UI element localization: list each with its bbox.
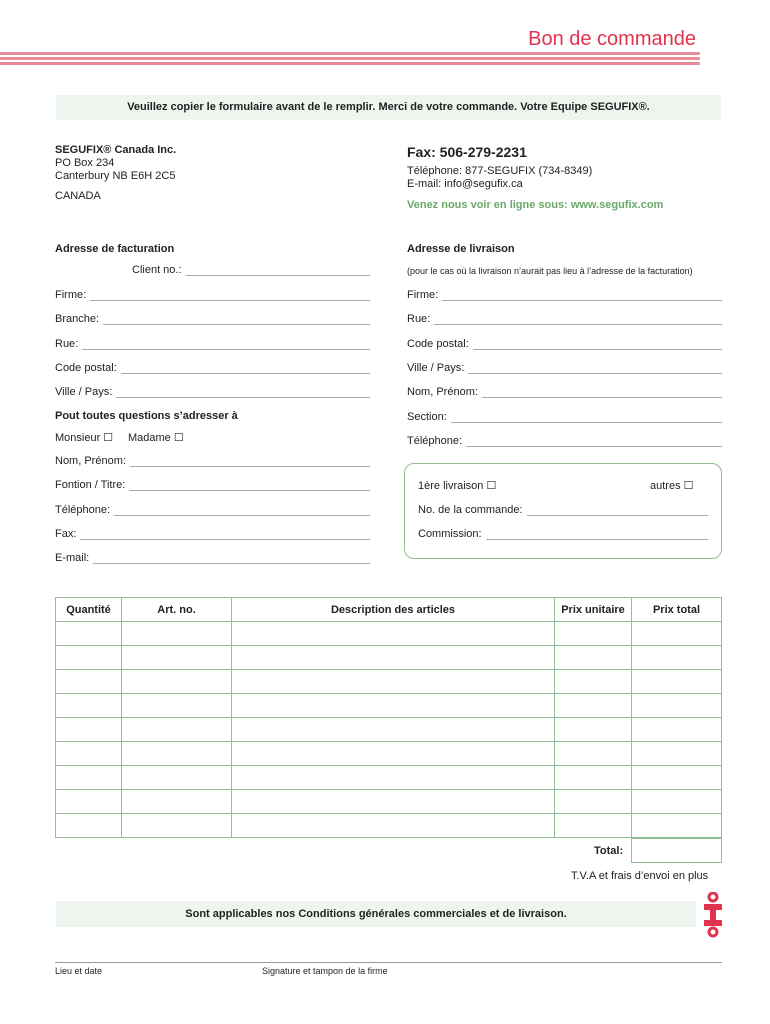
table-cell[interactable]: [122, 814, 232, 838]
table-cell[interactable]: [232, 670, 555, 694]
delivery-label: Rue:: [407, 313, 431, 326]
billing-heading: Adresse de facturation: [55, 243, 175, 255]
table-cell[interactable]: [632, 718, 722, 742]
table-cell[interactable]: [122, 766, 232, 790]
contact-person-field[interactable]: [55, 479, 370, 491]
table-row: [56, 742, 722, 766]
table-cell[interactable]: [555, 622, 632, 646]
client-no-label: Client no.:: [132, 264, 182, 276]
delivery-field[interactable]: [407, 386, 722, 398]
table-cell[interactable]: [122, 670, 232, 694]
total-label: Total:: [594, 845, 624, 857]
delivery-field[interactable]: [407, 411, 722, 423]
first-delivery-checkbox[interactable]: 1ère livraison ☐: [418, 480, 497, 492]
table-row: [56, 814, 722, 838]
contact-person-label: Téléphone:: [55, 503, 111, 516]
delivery-field[interactable]: [407, 289, 722, 301]
table-cell[interactable]: [555, 790, 632, 814]
delivery-label: Section:: [407, 410, 447, 423]
delivery-field[interactable]: [407, 338, 722, 350]
commission-label: Commission:: [418, 528, 482, 540]
table-cell[interactable]: [555, 646, 632, 670]
conditions-banner: Sont applicables nos Conditions générales commerciales et de livraison.: [56, 901, 696, 927]
page-title: Bon de commande: [528, 28, 696, 50]
contact-person-label: Fontion / Titre:: [55, 479, 126, 492]
table-cell[interactable]: [555, 766, 632, 790]
table-cell[interactable]: [122, 718, 232, 742]
company-line3: CANADA: [55, 190, 101, 202]
table-cell[interactable]: [632, 766, 722, 790]
table-row: [56, 766, 722, 790]
header-stripes: [0, 52, 700, 70]
table-cell[interactable]: [122, 790, 232, 814]
table-cell[interactable]: [632, 694, 722, 718]
header-description: Description des articles: [232, 598, 555, 622]
vat-note: T.V.A et frais d’envoi en plus: [571, 870, 709, 882]
delivery-label: Firme:: [407, 289, 439, 301]
delivery-note: (pour le cas où la livraison n’aurait pas lieu à l’adresse de la facturation): [407, 266, 693, 276]
table-cell[interactable]: [632, 622, 722, 646]
table-cell[interactable]: [555, 718, 632, 742]
table-cell[interactable]: [122, 622, 232, 646]
delivery-label: Code postal:: [407, 337, 469, 350]
signature-line: [55, 962, 722, 963]
header-total-price: Prix total: [632, 598, 722, 622]
table-cell[interactable]: [232, 646, 555, 670]
company-name: SEGUFIX® Canada Inc.: [55, 144, 177, 156]
order-no-label: No. de la commande:: [418, 504, 523, 516]
table-cell[interactable]: [232, 790, 555, 814]
billing-field[interactable]: [55, 289, 370, 301]
contact-person-label: Fax:: [55, 527, 77, 540]
contact-person-label: E-mail:: [55, 552, 90, 565]
table-cell[interactable]: [56, 766, 122, 790]
table-cell[interactable]: [555, 694, 632, 718]
table-cell[interactable]: [632, 814, 722, 838]
table-row: [56, 790, 722, 814]
signature-label: Signature et tampon de la firme: [262, 966, 388, 976]
table-cell[interactable]: [232, 814, 555, 838]
table-cell[interactable]: [56, 814, 122, 838]
table-row: [56, 622, 722, 646]
table-cell[interactable]: [232, 622, 555, 646]
delivery-field[interactable]: [407, 435, 722, 447]
table-cell[interactable]: [122, 742, 232, 766]
fax-number: Fax: 506-279-2231: [407, 144, 527, 160]
billing-label: Rue:: [55, 337, 79, 350]
table-cell[interactable]: [632, 646, 722, 670]
client-no-field[interactable]: [132, 264, 370, 276]
billing-label: Firme:: [55, 289, 87, 301]
contact-person-field[interactable]: [55, 455, 370, 467]
table-cell[interactable]: [56, 742, 122, 766]
delivery-field[interactable]: [407, 362, 722, 374]
commission-field[interactable]: [418, 528, 708, 540]
delivery-label: Téléphone:: [407, 434, 463, 447]
company-line2: Canterbury NB E6H 2C5: [55, 170, 176, 182]
other-delivery-checkbox[interactable]: autres ☐: [650, 480, 694, 492]
table-cell[interactable]: [555, 742, 632, 766]
email-address: E-mail: info@segufix.ca: [407, 178, 523, 190]
table-cell[interactable]: [56, 718, 122, 742]
delivery-label: Ville / Pays:: [407, 361, 465, 374]
monsieur-checkbox[interactable]: Monsieur ☐: [55, 432, 114, 444]
segufix-logo-icon: [702, 892, 724, 938]
items-table: [55, 597, 722, 838]
billing-field[interactable]: [55, 386, 370, 398]
table-cell[interactable]: [56, 622, 122, 646]
table-cell[interactable]: [232, 766, 555, 790]
table-row: [56, 694, 722, 718]
table-cell[interactable]: [56, 694, 122, 718]
table-cell[interactable]: [632, 670, 722, 694]
table-cell[interactable]: [56, 670, 122, 694]
table-cell[interactable]: [56, 646, 122, 670]
table-cell[interactable]: [122, 694, 232, 718]
table-cell[interactable]: [232, 742, 555, 766]
table-cell[interactable]: [122, 646, 232, 670]
table-cell[interactable]: [632, 790, 722, 814]
delivery-field[interactable]: [407, 313, 722, 325]
billing-label: Branche:: [55, 313, 100, 326]
table-cell[interactable]: [232, 694, 555, 718]
header-unit-price: Prix unitaire: [555, 598, 632, 622]
phone-number: Téléphone: 877-SEGUFIX (734-8349): [407, 165, 593, 177]
contact-person-field[interactable]: [55, 504, 370, 516]
table-cell[interactable]: [232, 718, 555, 742]
contact-person-field[interactable]: [55, 552, 370, 564]
company-line1: PO Box 234: [55, 157, 115, 169]
table-cell[interactable]: [555, 670, 632, 694]
table-row: [56, 646, 722, 670]
billing-label: Ville / Pays:: [55, 386, 113, 399]
instruction-banner: Veuillez copier le formulaire avant de le remplir. Merci de votre commande. Votre Equipe SEGUFIX®.: [56, 95, 721, 120]
order-no-field[interactable]: [418, 504, 708, 516]
place-date-label: Lieu et date: [55, 966, 103, 976]
billing-label: Code postal:: [55, 361, 117, 374]
billing-field[interactable]: [55, 313, 370, 325]
contact-person-label: Nom, Prénom:: [55, 455, 126, 467]
table-cell[interactable]: [555, 814, 632, 838]
header-art-no: Art. no.: [122, 598, 232, 622]
table-row: [56, 670, 722, 694]
madame-checkbox[interactable]: Madame ☐: [128, 432, 184, 444]
table-row: [56, 718, 722, 742]
website-link[interactable]: Venez nous voir en ligne sous: www.segufix.com: [407, 199, 664, 211]
billing-field[interactable]: [55, 338, 370, 350]
total-cell[interactable]: [631, 838, 722, 863]
delivery-label: Nom, Prénom:: [407, 386, 478, 399]
table-cell[interactable]: [56, 790, 122, 814]
header-quantity: Quantité: [56, 598, 122, 622]
contact-person-field[interactable]: [55, 528, 370, 540]
table-cell[interactable]: [632, 742, 722, 766]
billing-field[interactable]: [55, 362, 370, 374]
questions-heading: Pout toutes questions s’adresser à: [55, 410, 238, 422]
delivery-heading: Adresse de livraison: [407, 243, 515, 255]
